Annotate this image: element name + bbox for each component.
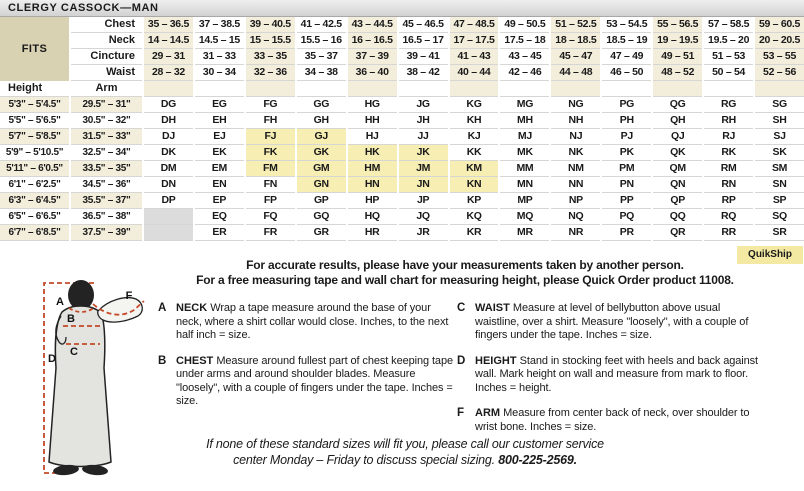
arm-range-cell: 32.5" – 34": [71, 145, 142, 161]
size-cell: GK: [297, 145, 346, 161]
size-cell: GP: [297, 193, 346, 209]
column-spacer: [450, 81, 499, 97]
size-cell: PM: [602, 161, 651, 177]
column-spacer: [704, 81, 753, 97]
size-cell: SP: [755, 193, 804, 209]
measure-row-label: Waist: [71, 65, 142, 81]
size-cell: NN: [551, 177, 600, 193]
size-cell: RH: [704, 113, 753, 129]
size-cell: JJ: [399, 129, 448, 145]
size-cell: PR: [602, 225, 651, 241]
size-cell: FP: [246, 193, 295, 209]
arm-range-cell: 30.5" – 32": [71, 113, 142, 129]
measure-row-label: Neck: [71, 33, 142, 49]
diagram-label-d: D: [48, 353, 56, 365]
measure-cell: 17.5 – 18: [500, 33, 549, 49]
note-line-1: For accurate results, please have your measurements taken by another person.: [246, 258, 684, 272]
measure-cell: 45 – 47: [551, 49, 600, 65]
size-cell: SQ: [755, 209, 804, 225]
size-cell: FJ: [246, 129, 295, 145]
size-cell: HP: [348, 193, 397, 209]
height-range-cell: 6'3" – 6'4.5": [0, 193, 69, 209]
size-cell: SH: [755, 113, 804, 129]
footer-line-2-text: center Monday – Friday to discuss special sizing.: [233, 452, 499, 467]
arm-range-cell: 34.5" – 36": [71, 177, 142, 193]
size-cell: JM: [399, 161, 448, 177]
size-cell: DN: [144, 177, 193, 193]
size-cell: MN: [500, 177, 549, 193]
size-cell: NM: [551, 161, 600, 177]
size-cell: SK: [755, 145, 804, 161]
instruction-item: [158, 302, 456, 343]
size-cell: NQ: [551, 209, 600, 225]
column-spacer: [551, 81, 600, 97]
measure-cell: 47 – 48.5: [450, 17, 499, 33]
arm-range-cell: 36.5" – 38": [71, 209, 142, 225]
size-cell: JP: [399, 193, 448, 209]
size-cell: QH: [653, 113, 702, 129]
measure-cell: 55 – 56.5: [653, 17, 702, 33]
size-cell: RM: [704, 161, 753, 177]
size-cell: DH: [144, 113, 193, 129]
size-cell: JN: [399, 177, 448, 193]
instruction-term: ARM: [475, 407, 504, 419]
height-range-cell: 5'9" – 5'10.5": [0, 145, 69, 161]
arm-range-cell: 33.5" – 35": [71, 161, 142, 177]
instructions-right: [457, 302, 767, 446]
size-cell: EN: [195, 177, 244, 193]
size-cell: GN: [297, 177, 346, 193]
measure-cell: 30 – 34: [195, 65, 244, 81]
size-cell: NR: [551, 225, 600, 241]
instructions-left: [158, 302, 456, 421]
instruction-text: HEIGHT Stand in stocking feet with heels and back against wall. Mark height on wall and measure from mark to floor. Inches = height.: [475, 354, 759, 394]
size-cell: RR: [704, 225, 753, 241]
instruction-text: WAIST Measure at level of bellybutton above usual waistline, over a shirt. Measure "loosely", with a couple of fingers under the tape. Inches = size.: [475, 302, 749, 341]
size-cell: EK: [195, 145, 244, 161]
arm-column-header: Arm: [71, 81, 142, 97]
measure-cell: 36 – 40: [348, 65, 397, 81]
note-line-2: For a free measuring tape and wall chart for measuring height, please Quick Order product 11008.: [196, 272, 734, 287]
size-cell: FK: [246, 145, 295, 161]
measure-cell: 34 – 38: [297, 65, 346, 81]
measure-cell: 53 – 55: [755, 49, 804, 65]
size-cell: NJ: [551, 129, 600, 145]
size-cell: NK: [551, 145, 600, 161]
size-cell: SN: [755, 177, 804, 193]
height-range-cell: 5'5" – 5'6.5": [0, 113, 69, 129]
measure-cell: 31 – 33: [195, 49, 244, 65]
measure-cell: 50 – 54: [704, 65, 753, 81]
size-cell: HJ: [348, 129, 397, 145]
size-cell: GH: [297, 113, 346, 129]
size-cell: MR: [500, 225, 549, 241]
size-cell: GQ: [297, 209, 346, 225]
size-cell: RK: [704, 145, 753, 161]
size-cell: FR: [246, 225, 295, 241]
column-spacer: [195, 81, 244, 97]
instruction-term: HEIGHT: [475, 354, 520, 367]
size-cell: EH: [195, 113, 244, 129]
instruction-letter: D: [457, 354, 466, 367]
size-cell: QP: [653, 193, 702, 209]
column-spacer: [297, 81, 346, 97]
arm-range-cell: 31.5" – 33": [71, 129, 142, 145]
arm-range-cell: 29.5" – 31": [71, 97, 142, 113]
measure-cell: 37 – 38.5: [195, 17, 244, 33]
diagram-label-a: A: [56, 296, 64, 308]
measure-cell: 48 – 52: [653, 65, 702, 81]
size-cell: PP: [602, 193, 651, 209]
height-range-cell: 5'3" – 5'4.5": [0, 97, 69, 113]
measure-cell: 14.5 – 15: [195, 33, 244, 49]
measure-cell: 17 – 17.5: [450, 33, 499, 49]
size-cell: GJ: [297, 129, 346, 145]
size-cell: FH: [246, 113, 295, 129]
size-cell: HQ: [348, 209, 397, 225]
column-spacer: [755, 81, 804, 97]
table-title: CLERGY CASSOCK—MAN: [0, 0, 804, 17]
size-cell: SR: [755, 225, 804, 241]
size-cell: SM: [755, 161, 804, 177]
size-cell: KQ: [450, 209, 499, 225]
size-cell: NH: [551, 113, 600, 129]
size-cell: KG: [450, 97, 499, 113]
instruction-item: [457, 355, 767, 396]
special-sizing-footer: [105, 437, 705, 468]
measure-cell: 33 – 35: [246, 49, 295, 65]
footer-line-1: If none of these standard sizes will fit you, please call our customer service: [206, 437, 604, 451]
size-cell: QM: [653, 161, 702, 177]
size-cell: KN: [450, 177, 499, 193]
size-cell: QN: [653, 177, 702, 193]
instruction-letter: F: [457, 407, 465, 419]
size-cell: HR: [348, 225, 397, 241]
size-cell: QQ: [653, 209, 702, 225]
measure-cell: 41 – 43: [450, 49, 499, 65]
measure-cell: 15.5 – 16: [297, 33, 346, 49]
size-cell: HG: [348, 97, 397, 113]
size-cell: JQ: [399, 209, 448, 225]
measure-cell: 38 – 42: [399, 65, 448, 81]
size-cell: MH: [500, 113, 549, 129]
instruction-letter: C: [457, 302, 466, 314]
size-cell: EP: [195, 193, 244, 209]
measure-cell: 29 – 31: [144, 49, 193, 65]
size-cell: PG: [602, 97, 651, 113]
size-cell: KK: [450, 145, 499, 161]
size-cell: JH: [399, 113, 448, 129]
size-cell-unavailable: [144, 209, 193, 225]
fits-header: FITS: [0, 17, 69, 81]
instruction-text: NECK Wrap a tape measure around the base of your neck, where a shirt collar would close. Inches, to the next half inch = size.: [176, 302, 449, 341]
column-spacer: [500, 81, 549, 97]
size-cell: RN: [704, 177, 753, 193]
size-cell: DG: [144, 97, 193, 113]
measure-cell: 28 – 32: [144, 65, 193, 81]
measure-cell: 41 – 42.5: [297, 17, 346, 33]
size-cell: MG: [500, 97, 549, 113]
size-cell: KP: [450, 193, 499, 209]
measure-cell: 49 – 51: [653, 49, 702, 65]
measure-cell: 19 – 19.5: [653, 33, 702, 49]
instruction-text: ARM Measure from center back of neck, over shoulder to wrist bone. Inches = size.: [475, 407, 750, 433]
size-cell: PH: [602, 113, 651, 129]
size-cell: HK: [348, 145, 397, 161]
size-cell: FQ: [246, 209, 295, 225]
size-cell: GG: [297, 97, 346, 113]
size-cell: RP: [704, 193, 753, 209]
measure-cell: 47 – 49: [602, 49, 651, 65]
size-cell: MQ: [500, 209, 549, 225]
cassock-silhouette: [49, 306, 111, 467]
quikship-badge: QuikShip: [737, 246, 803, 264]
size-cell: EM: [195, 161, 244, 177]
size-cell: PN: [602, 177, 651, 193]
size-cell: ER: [195, 225, 244, 241]
size-cell: EG: [195, 97, 244, 113]
size-cell: JG: [399, 97, 448, 113]
size-cell: QR: [653, 225, 702, 241]
measure-cell: 16.5 – 17: [399, 33, 448, 49]
size-cell: GR: [297, 225, 346, 241]
size-cell: KR: [450, 225, 499, 241]
measure-cell: 37 – 39: [348, 49, 397, 65]
measure-cell: 51 – 52.5: [551, 17, 600, 33]
height-range-cell: 6'1" – 6'2.5": [0, 177, 69, 193]
size-cell: QJ: [653, 129, 702, 145]
measure-cell: 53 – 54.5: [602, 17, 651, 33]
diagram-label-c: C: [70, 346, 78, 358]
diagram-label-f: F: [125, 290, 133, 302]
instruction-letter: B: [158, 354, 167, 367]
column-spacer: [602, 81, 651, 97]
measurement-notes: [130, 258, 800, 287]
size-cell: KH: [450, 113, 499, 129]
size-cell: DK: [144, 145, 193, 161]
size-cell: DP: [144, 193, 193, 209]
size-cell: DM: [144, 161, 193, 177]
size-cell: SJ: [755, 129, 804, 145]
size-cell: RQ: [704, 209, 753, 225]
column-spacer: [246, 81, 295, 97]
size-cell: SG: [755, 97, 804, 113]
measure-cell: 19.5 – 20: [704, 33, 753, 49]
size-cell: PJ: [602, 129, 651, 145]
instruction-term: CHEST: [176, 354, 217, 367]
size-cell: HM: [348, 161, 397, 177]
size-cell: JK: [399, 145, 448, 161]
size-cell: KM: [450, 161, 499, 177]
size-cell: KJ: [450, 129, 499, 145]
measure-cell: 32 – 36: [246, 65, 295, 81]
size-cell: HH: [348, 113, 397, 129]
measure-cell: 39 – 40.5: [246, 17, 295, 33]
height-range-cell: 5'11" – 6'0.5": [0, 161, 69, 177]
measure-cell: 40 – 44: [450, 65, 499, 81]
measure-cell: 46 – 50: [602, 65, 651, 81]
measure-cell: 59 – 60.5: [755, 17, 804, 33]
size-cell: HN: [348, 177, 397, 193]
instruction-letter: A: [158, 302, 167, 314]
instruction-item: [457, 407, 767, 434]
size-cell: MM: [500, 161, 549, 177]
size-cell: GM: [297, 161, 346, 177]
size-cell: QK: [653, 145, 702, 161]
measure-cell: 39 – 41: [399, 49, 448, 65]
instruction-term: WAIST: [475, 302, 513, 314]
measure-cell: 16 – 16.5: [348, 33, 397, 49]
height-column-header: Height: [0, 81, 69, 97]
size-cell: DJ: [144, 129, 193, 145]
size-cell: FM: [246, 161, 295, 177]
measure-row-label: Cincture: [71, 49, 142, 65]
size-table: [0, 0, 804, 241]
size-cell: RG: [704, 97, 753, 113]
column-spacer: [348, 81, 397, 97]
instruction-text: CHEST Measure around fullest part of chest keeping tape under arms and around shoulder blades. Measure "loosely", with a couple of fingers under the tape. Inches = size.: [176, 354, 453, 407]
measure-cell: 51 – 53: [704, 49, 753, 65]
measure-cell: 18.5 – 19: [602, 33, 651, 49]
size-cell: NP: [551, 193, 600, 209]
measure-row-label: Chest: [71, 17, 142, 33]
arm-range-cell: 35.5" – 37": [71, 193, 142, 209]
measure-cell: 14 – 14.5: [144, 33, 193, 49]
size-cell: MJ: [500, 129, 549, 145]
measure-cell: 35 – 36.5: [144, 17, 193, 33]
diagram-label-b: B: [67, 313, 75, 325]
measure-cell: 45 – 46.5: [399, 17, 448, 33]
size-cell: QG: [653, 97, 702, 113]
height-range-cell: 6'7" – 6'8.5": [0, 225, 69, 241]
size-grid: [0, 17, 804, 241]
size-cell: PQ: [602, 209, 651, 225]
figure-raised-arm: [98, 298, 143, 322]
height-range-cell: 6'5" – 6'6.5": [0, 209, 69, 225]
size-cell: MK: [500, 145, 549, 161]
size-cell-unavailable: [144, 225, 193, 241]
measure-cell: 18 – 18.5: [551, 33, 600, 49]
size-cell: FN: [246, 177, 295, 193]
measure-cell: 15 – 15.5: [246, 33, 295, 49]
instruction-item: [158, 355, 456, 409]
size-cell: MP: [500, 193, 549, 209]
size-cell: PK: [602, 145, 651, 161]
measure-cell: 35 – 37: [297, 49, 346, 65]
measure-cell: 44 – 48: [551, 65, 600, 81]
column-spacer: [653, 81, 702, 97]
column-spacer: [399, 81, 448, 97]
height-range-cell: 5'7" – 5'8.5": [0, 129, 69, 145]
measure-cell: 49 – 50.5: [500, 17, 549, 33]
size-cell: JR: [399, 225, 448, 241]
measure-cell: 20 – 20.5: [755, 33, 804, 49]
size-cell: EQ: [195, 209, 244, 225]
phone-number: 800-225-2569.: [498, 452, 577, 467]
measure-cell: 57 – 58.5: [704, 17, 753, 33]
arm-range-cell: 37.5" – 39": [71, 225, 142, 241]
instruction-item: [457, 302, 767, 343]
measure-cell: 42 – 46: [500, 65, 549, 81]
measure-cell: 43 – 44.5: [348, 17, 397, 33]
measure-cell: 43 – 45: [500, 49, 549, 65]
column-spacer: [144, 81, 193, 97]
instruction-term: NECK: [176, 302, 211, 314]
footer-line-2: [105, 453, 705, 469]
size-cell: EJ: [195, 129, 244, 145]
size-cell: FG: [246, 97, 295, 113]
size-cell: NG: [551, 97, 600, 113]
measure-cell: 52 – 56: [755, 65, 804, 81]
size-cell: RJ: [704, 129, 753, 145]
